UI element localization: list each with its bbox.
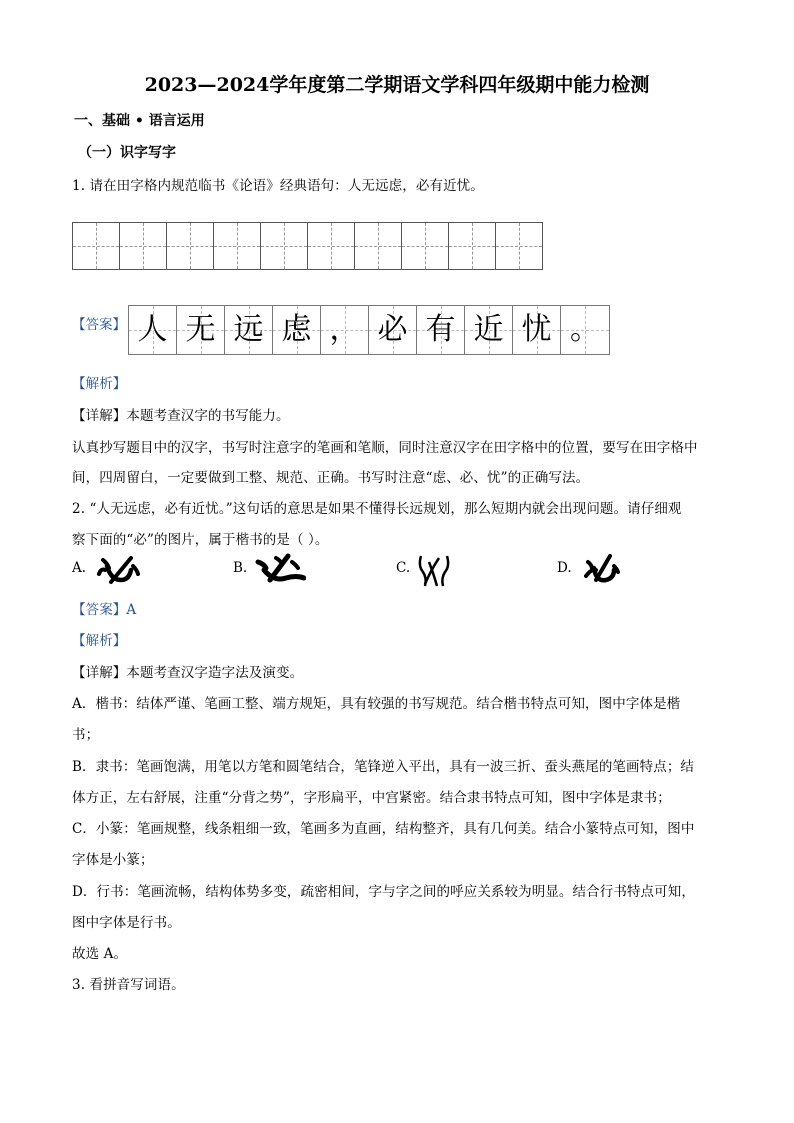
- answer-char: 近: [473, 312, 504, 347]
- detail-1-line: 间，四周留白，一定要做到工整、规范、正确。书写时注意“虑、必、忧”的正确写法。: [72, 470, 590, 486]
- detail-2-line: 故选 A。: [72, 946, 128, 962]
- detail-1-heading: 【详解】本题考查汉字的书写能力。: [72, 408, 290, 424]
- answer-char: 人: [137, 312, 168, 347]
- answer-char: 必: [377, 312, 408, 347]
- option-c-label: C.: [396, 560, 411, 576]
- analysis-label: 【解析】: [72, 376, 127, 392]
- answer-cell: [465, 306, 513, 354]
- answer-2: 【答案】A: [72, 602, 137, 618]
- question-2-line: 察下面的“必”的图片，属于楷书的是（ ）。: [72, 532, 329, 548]
- answer-cell: [417, 306, 465, 354]
- tianzige-cell: [448, 222, 496, 270]
- answer-char: 无: [185, 312, 216, 347]
- lishu-bi-glyph: [254, 552, 306, 586]
- page-title: 2023—2024学年度第二学期语文学科四年级期中能力检测: [144, 74, 650, 96]
- answer-cell: [129, 306, 177, 354]
- empty-tianzige-grid: [72, 222, 542, 270]
- analysis-2-label: 【解析】: [72, 633, 127, 649]
- section-heading: 一、基础 • 语言运用: [74, 113, 205, 129]
- tianzige-cell: [354, 222, 402, 270]
- answer-cell: [369, 306, 417, 354]
- answer-char: 有: [425, 312, 456, 347]
- detail-2-line: 字体是小篆；: [72, 852, 154, 868]
- answer-char: 虑: [281, 312, 312, 347]
- detail-2-line: A．楷书：结体严谨、笔画工整、端方规矩，具有较强的书写规范。结合楷书特点可知，图中字体是楷: [72, 696, 681, 712]
- option-a-label: A.: [72, 560, 87, 576]
- answer-label: 【答案】: [72, 317, 126, 333]
- answer-cell: [177, 306, 225, 354]
- option-d-label: D.: [557, 560, 572, 576]
- tianzige-cell: [307, 222, 355, 270]
- answer-cell: [225, 306, 273, 354]
- tianzige-cell: [213, 222, 261, 270]
- tianzige-cell: [119, 222, 167, 270]
- detail-2-line: D．行书：笔画流畅，结构体势多变，疏密相间，字与字之间的呼应关系较为明显。结合行书特点可知，: [72, 884, 695, 900]
- answer-cell: [561, 306, 609, 354]
- tianzige-cell: [495, 222, 543, 270]
- tianzige-cell: [72, 222, 120, 270]
- question-3: 3. 看拼音写词语。: [72, 977, 185, 993]
- answer-char: 远: [233, 312, 264, 347]
- tianzige-cell: [166, 222, 214, 270]
- answer-tianzige-grid: [128, 305, 610, 355]
- detail-2-line: B．隶书：笔画饱满，用笔以方笔和圆笔结合，笔锋逆入平出，具有一波三折、蚕头燕尾的笔画特点；结: [72, 759, 695, 775]
- xiaozhuan-bi-glyph: [415, 552, 453, 588]
- xingshu-bi-glyph: [580, 552, 622, 588]
- detail-2-line: 图中字体是行书。: [72, 915, 181, 931]
- tianzige-cell: [260, 222, 308, 270]
- detail-2-heading: 【详解】本题考查汉字造字法及演变。: [72, 665, 304, 681]
- detail-2-line: C．小篆：笔画规整，线条粗细一致，笔画多为直画，结构整齐，具有几何美。结合小篆特点可知，图中: [72, 821, 695, 837]
- answer-char: 。: [570, 312, 600, 347]
- detail-2-line: 书；: [72, 727, 100, 743]
- detail-1-line: 认真抄写题目中的汉字，书写时注意字的笔画和笔顺，同时注意汉字在田字格中的位置，要写在田字格中: [72, 440, 698, 456]
- option-b-label: B.: [233, 560, 248, 576]
- answer-char: ，: [329, 312, 360, 347]
- question-2-line: 2. “人无远虑，必有近忧。”这句话的意思是如果不懂得长远规划，那么短期内就会出现问题。请仔细观: [72, 501, 682, 517]
- answer-cell: [321, 306, 369, 354]
- detail-2-line: 体方正，左右舒展，注重“分背之势”，字形扁平，中宫紧密。结合隶书特点可知，图中字体是隶书；: [72, 790, 671, 806]
- answer-cell: [513, 306, 561, 354]
- subsection-heading: （一）识字写字: [78, 145, 176, 161]
- question-1: 1. 请在田字格内规范临书《论语》经典语句：人无远虑，必有近忧。: [72, 178, 484, 194]
- answer-char: 忧: [521, 312, 552, 347]
- answer-cell: [273, 306, 321, 354]
- tianzige-cell: [401, 222, 449, 270]
- kaishu-bi-glyph: [93, 552, 141, 588]
